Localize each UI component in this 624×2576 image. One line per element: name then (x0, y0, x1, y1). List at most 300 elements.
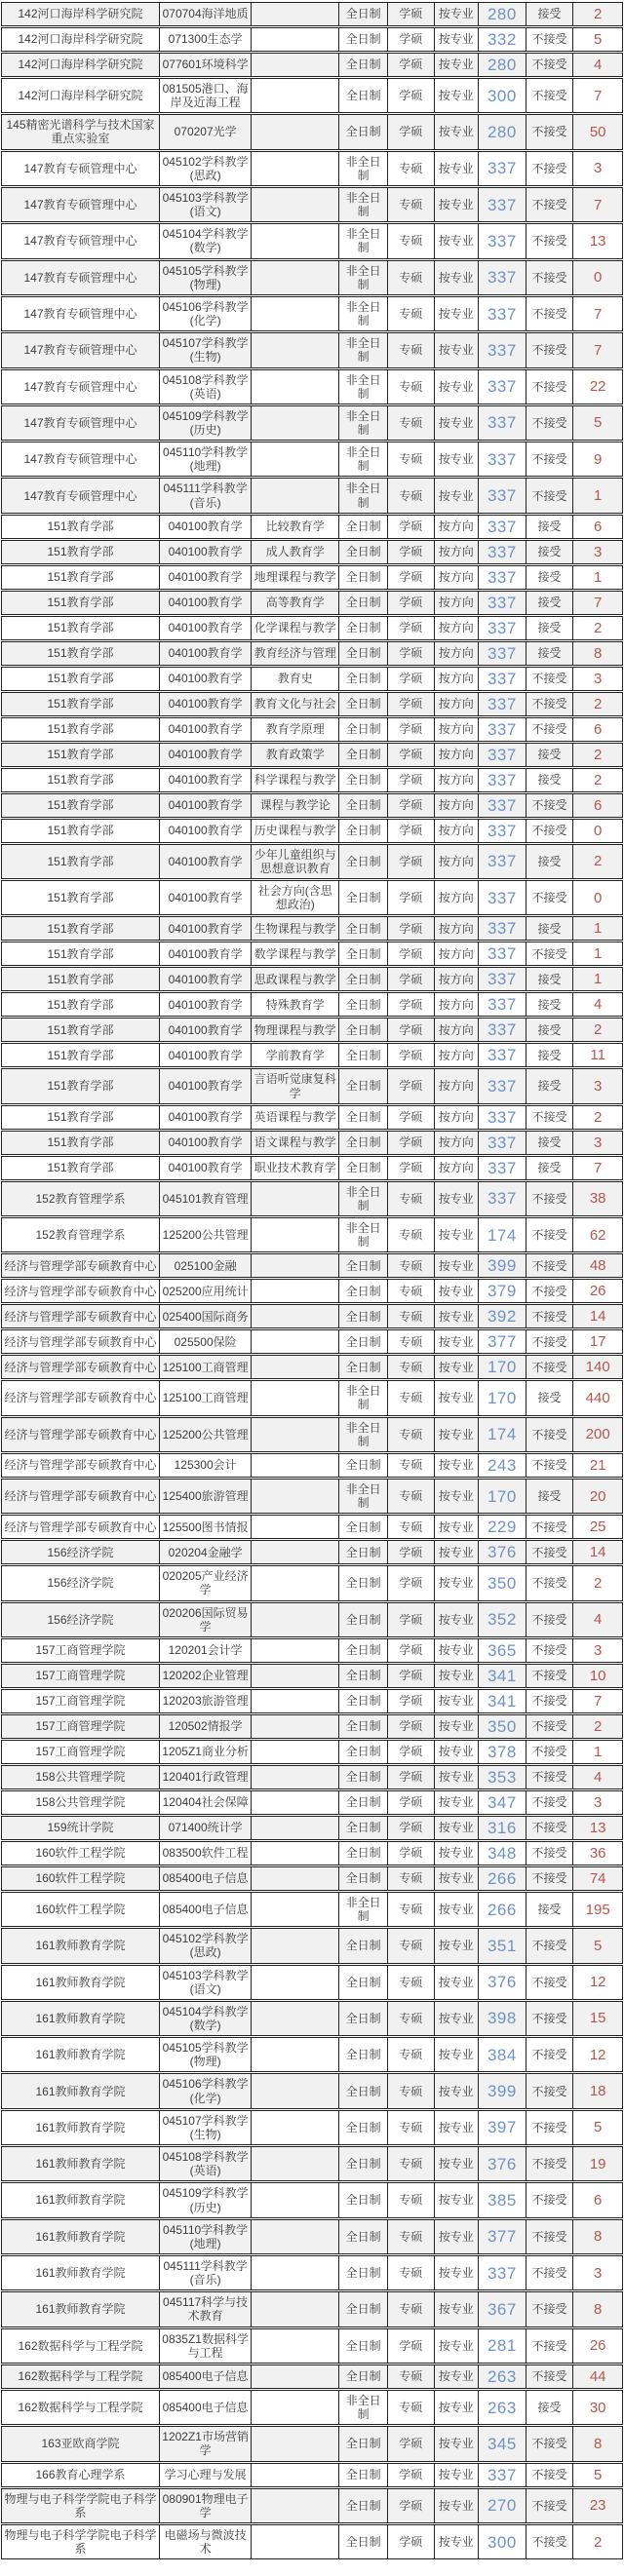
quota-count-cell: 6 (572, 717, 623, 742)
table-row (1, 2037, 623, 2072)
table-row (1, 1928, 623, 1963)
research-direction-cell (251, 2390, 338, 2425)
table-row (1, 819, 623, 843)
score-line-cell: 345 (478, 2426, 526, 2461)
table-row (1, 442, 623, 477)
program-cell: 040100教育学 (159, 844, 251, 879)
research-direction-cell (251, 1928, 338, 1963)
quota-count-cell: 3 (572, 1790, 623, 1815)
research-direction-cell (251, 1965, 338, 2000)
accept-status-cell: 不接受 (526, 2001, 573, 2036)
program-cell: 071400统计学 (159, 1816, 251, 1840)
study-mode-cell: 全日制 (338, 2001, 387, 2036)
score-line-cell: 337 (478, 2255, 526, 2290)
college-cell: 经济与管理学部专硕教育中心 (1, 1253, 159, 1278)
table-row (1, 2328, 623, 2364)
quota-count-cell: 3 (572, 667, 623, 691)
accept-status-cell: 不接受 (526, 260, 573, 295)
research-direction-cell (251, 223, 338, 258)
score-line-cell: 377 (478, 1329, 526, 1354)
accept-status-cell: 不接受 (526, 1765, 573, 1789)
table-row (1, 1355, 623, 1379)
study-mode-cell: 非全日制 (338, 478, 387, 513)
study-mode-cell: 全日制 (338, 967, 387, 991)
table-row (1, 1018, 623, 1042)
table-row (1, 692, 623, 716)
table-row (1, 1714, 623, 1739)
degree-type-cell: 专硕 (387, 2037, 434, 2072)
study-mode-cell: 全日制 (338, 1790, 387, 1815)
research-direction-cell (251, 1565, 338, 1600)
study-mode-cell: 非全日制 (338, 1181, 387, 1216)
table-row (1, 1304, 623, 1328)
college-cell: 156经济学院 (1, 1602, 159, 1637)
accept-status-cell: 不接受 (526, 2365, 573, 2389)
research-direction-cell: 课程与教学论 (251, 793, 338, 818)
program-cell: 025400国际商务 (159, 1304, 251, 1328)
accept-status-cell: 不接受 (526, 1417, 573, 1452)
degree-type-cell: 专硕 (387, 442, 434, 477)
table-row (1, 2291, 623, 2326)
study-mode-cell: 全日制 (338, 1131, 387, 1155)
accept-status-cell: 不接受 (526, 2426, 573, 2461)
accept-status-cell: 接受 (526, 1156, 573, 1180)
program-cell: 040100教育学 (159, 1156, 251, 1180)
accept-status-cell: 接受 (526, 1892, 573, 1927)
study-mode-cell: 非全日制 (338, 1892, 387, 1927)
program-cell: 040100教育学 (159, 667, 251, 691)
score-line-cell: 337 (478, 540, 526, 564)
college-cell: 161教师教育学院 (1, 2073, 159, 2108)
study-mode-cell: 全日制 (338, 53, 387, 77)
research-direction-cell (251, 27, 338, 52)
quota-count-cell: 7 (572, 187, 623, 222)
degree-type-cell: 专硕 (387, 1479, 434, 1514)
accept-status-cell: 不接受 (526, 1253, 573, 1278)
table-row (1, 1765, 623, 1789)
accept-status-cell: 接受 (526, 768, 573, 792)
college-cell: 147教育专硕管理中心 (1, 332, 159, 367)
quota-count-cell: 1 (572, 565, 623, 590)
quota-count-cell: 7 (572, 296, 623, 331)
college-cell: 151教育学部 (1, 844, 159, 879)
accept-status-cell: 接受 (526, 616, 573, 640)
study-mode-cell: 非全日制 (338, 223, 387, 258)
program-cell: 120404社会保障 (159, 1790, 251, 1815)
study-mode-cell: 全日制 (338, 1453, 387, 1478)
program-cell: 020206国际贸易学 (159, 1602, 251, 1637)
ranking-basis-cell: 按专业 (434, 2146, 479, 2181)
quota-count-cell: 2 (572, 1714, 623, 1739)
college-cell: 163亚欧商学院 (1, 2426, 159, 2461)
research-direction-cell: 生物课程与教学 (251, 916, 338, 941)
research-direction-cell (251, 296, 338, 331)
accept-status-cell: 接受 (526, 641, 573, 666)
study-mode-cell: 非全日制 (338, 187, 387, 222)
ranking-basis-cell: 按专业 (434, 2524, 479, 2559)
accept-status-cell: 接受 (526, 565, 573, 590)
accept-status-cell: 不接受 (526, 2463, 573, 2487)
score-line-cell: 337 (478, 591, 526, 615)
program-cell: 025100金融 (159, 1253, 251, 1278)
college-cell: 160软件工程学院 (1, 1866, 159, 1891)
degree-type-cell: 学硕 (387, 2426, 434, 2461)
research-direction-cell (251, 2073, 338, 2108)
accept-status-cell: 接受 (526, 1479, 573, 1514)
college-cell: 157工商管理学院 (1, 1740, 159, 1764)
study-mode-cell: 全日制 (338, 2255, 387, 2290)
research-direction-cell: 特殊教育学 (251, 992, 338, 1017)
program-cell: 040100教育学 (159, 1043, 251, 1067)
degree-type-cell: 学硕 (387, 717, 434, 742)
score-line-cell: 337 (478, 369, 526, 404)
ranking-basis-cell: 按专业 (434, 2463, 479, 2487)
degree-type-cell: 专硕 (387, 2073, 434, 2108)
study-mode-cell: 全日制 (338, 743, 387, 767)
quota-count-cell: 19 (572, 2146, 623, 2181)
degree-type-cell: 专硕 (387, 1355, 434, 1379)
table-row (1, 2426, 623, 2461)
degree-type-cell: 学硕 (387, 1664, 434, 1688)
research-direction-cell: 思政课程与教学 (251, 967, 338, 991)
score-line-cell: 280 (478, 114, 526, 149)
accept-status-cell: 接受 (526, 1043, 573, 1067)
college-cell: 147教育专硕管理中心 (1, 187, 159, 222)
study-mode-cell: 全日制 (338, 692, 387, 716)
program-cell: 040100教育学 (159, 1068, 251, 1103)
program-cell: 077601环境科学 (159, 53, 251, 77)
table-row (1, 2463, 623, 2487)
research-direction-cell: 高等教育学 (251, 591, 338, 615)
score-line-cell: 337 (478, 942, 526, 966)
ranking-basis-cell: 按专业 (434, 1664, 479, 1688)
ranking-basis-cell: 按专业 (434, 369, 479, 404)
score-line-cell: 300 (478, 78, 526, 113)
quota-count-cell: 9 (572, 442, 623, 477)
quota-count-cell: 3 (572, 1638, 623, 1663)
study-mode-cell: 全日制 (338, 515, 387, 539)
college-cell: 147教育专硕管理中心 (1, 296, 159, 331)
college-cell: 151教育学部 (1, 819, 159, 843)
degree-type-cell: 学硕 (387, 565, 434, 590)
ranking-basis-cell: 按专业 (434, 1714, 479, 1739)
accept-status-cell: 不接受 (526, 1217, 573, 1252)
accept-status-cell: 不接受 (526, 2524, 573, 2559)
quota-count-cell: 0 (572, 260, 623, 295)
degree-type-cell: 学硕 (387, 743, 434, 767)
score-line-cell: 376 (478, 2146, 526, 2181)
college-cell: 152教育管理学系 (1, 1217, 159, 1252)
college-cell: 161教师教育学院 (1, 2219, 159, 2254)
research-direction-cell (251, 1380, 338, 1415)
study-mode-cell: 全日制 (338, 2291, 387, 2326)
table-row (1, 1380, 623, 1415)
table-row (1, 114, 623, 149)
table-row (1, 1565, 623, 1600)
score-line-cell: 365 (478, 1638, 526, 1663)
program-cell: 045104学科教学(数学) (159, 223, 251, 258)
program-cell: 125200公共管理 (159, 1417, 251, 1452)
accept-status-cell: 不接受 (526, 1540, 573, 1564)
accept-status-cell: 不接受 (526, 2255, 573, 2290)
accept-status-cell: 不接受 (526, 717, 573, 742)
college-cell: 147教育专硕管理中心 (1, 405, 159, 441)
degree-type-cell: 学硕 (387, 2328, 434, 2364)
accept-status-cell: 不接受 (526, 1279, 573, 1303)
degree-type-cell: 学硕 (387, 1068, 434, 1103)
ranking-basis-cell: 按专业 (434, 1866, 479, 1891)
study-mode-cell: 全日制 (338, 1515, 387, 1539)
college-cell: 151教育学部 (1, 967, 159, 991)
research-direction-cell (251, 1253, 338, 1278)
accept-status-cell: 不接受 (526, 2110, 573, 2145)
ranking-basis-cell: 按专业 (434, 2426, 479, 2461)
study-mode-cell: 非全日制 (338, 405, 387, 441)
ranking-basis-cell: 按方向 (434, 793, 479, 818)
quota-count-cell: 1 (572, 967, 623, 991)
ranking-basis-cell: 按方向 (434, 768, 479, 792)
quota-count-cell: 5 (572, 1928, 623, 1963)
college-cell: 147教育专硕管理中心 (1, 223, 159, 258)
study-mode-cell: 全日制 (338, 540, 387, 564)
quota-count-cell: 3 (572, 151, 623, 186)
research-direction-cell: 职业技术教育学 (251, 1156, 338, 1180)
ranking-basis-cell: 按专业 (434, 1892, 479, 1927)
score-line-cell: 337 (478, 565, 526, 590)
ranking-basis-cell: 按方向 (434, 1068, 479, 1103)
ranking-basis-cell: 按方向 (434, 967, 479, 991)
research-direction-cell (251, 2110, 338, 2145)
program-cell: 071300生态学 (159, 27, 251, 52)
score-line-cell: 337 (478, 967, 526, 991)
research-direction-cell (251, 1329, 338, 1354)
study-mode-cell: 全日制 (338, 2073, 387, 2108)
ranking-basis-cell: 按方向 (434, 1156, 479, 1180)
college-cell: 152教育管理学系 (1, 1181, 159, 1216)
quota-count-cell: 26 (572, 2328, 623, 2364)
table-row (1, 1156, 623, 1180)
college-cell: 162数据科学与工程学院 (1, 2390, 159, 2425)
quota-count-cell: 6 (572, 2182, 623, 2217)
research-direction-cell (251, 2291, 338, 2326)
ranking-basis-cell: 按专业 (434, 78, 479, 113)
ranking-basis-cell: 按专业 (434, 2110, 479, 2145)
score-line-cell: 352 (478, 1602, 526, 1637)
score-line-cell: 337 (478, 667, 526, 691)
study-mode-cell: 全日制 (338, 1105, 387, 1130)
ranking-basis-cell: 按专业 (434, 1928, 479, 1963)
table-row (1, 942, 623, 966)
accept-status-cell: 不接受 (526, 223, 573, 258)
research-direction-cell (251, 2524, 338, 2559)
study-mode-cell: 非全日制 (338, 296, 387, 331)
research-direction-cell (251, 1892, 338, 1927)
table-row (1, 565, 623, 590)
accept-status-cell: 不接受 (526, 880, 573, 915)
ranking-basis-cell: 按方向 (434, 880, 479, 915)
score-line-cell: 174 (478, 1217, 526, 1252)
program-cell: 125500图书情报 (159, 1515, 251, 1539)
research-direction-cell (251, 478, 338, 513)
table-row (1, 1131, 623, 1155)
college-cell: 157工商管理学院 (1, 1689, 159, 1713)
college-cell: 157工商管理学院 (1, 1638, 159, 1663)
college-cell: 151教育学部 (1, 916, 159, 941)
research-direction-cell: 科学课程与教学 (251, 768, 338, 792)
quota-count-cell: 12 (572, 1965, 623, 2000)
research-direction-cell (251, 1816, 338, 1840)
table-row (1, 1892, 623, 1927)
study-mode-cell: 全日制 (338, 1841, 387, 1865)
program-cell: 045103学科教学(语文) (159, 187, 251, 222)
degree-type-cell: 学硕 (387, 591, 434, 615)
study-mode-cell: 全日制 (338, 2463, 387, 2487)
score-line-cell: 170 (478, 1479, 526, 1514)
study-mode-cell: 全日制 (338, 793, 387, 818)
table-row (1, 405, 623, 441)
college-cell: 151教育学部 (1, 540, 159, 564)
table-row (1, 1453, 623, 1478)
program-cell: 040100教育学 (159, 1018, 251, 1042)
college-cell: 151教育学部 (1, 1131, 159, 1155)
college-cell: 151教育学部 (1, 616, 159, 640)
quota-count-cell: 20 (572, 1479, 623, 1514)
accept-status-cell: 不接受 (526, 405, 573, 441)
ranking-basis-cell: 按方向 (434, 692, 479, 716)
ranking-basis-cell: 按专业 (434, 1841, 479, 1865)
degree-type-cell: 专硕 (387, 2001, 434, 2036)
program-cell: 045106学科教学(化学) (159, 2073, 251, 2108)
accept-status-cell: 不接受 (526, 1181, 573, 1216)
program-cell: 070704海洋地质 (159, 2, 251, 26)
program-cell: 125400旅游管理 (159, 1479, 251, 1514)
college-cell: 160软件工程学院 (1, 1892, 159, 1927)
research-direction-cell (251, 1217, 338, 1252)
ranking-basis-cell: 按专业 (434, 405, 479, 441)
research-direction-cell: 成人教育学 (251, 540, 338, 564)
study-mode-cell: 全日制 (338, 768, 387, 792)
accept-status-cell: 不接受 (526, 1928, 573, 1963)
program-cell: 045102学科教学(思政) (159, 151, 251, 186)
quota-count-cell: 8 (572, 641, 623, 666)
quota-count-cell: 440 (572, 1380, 623, 1415)
accept-status-cell: 不接受 (526, 53, 573, 77)
degree-type-cell: 学硕 (387, 844, 434, 879)
quota-count-cell: 4 (572, 992, 623, 1017)
ranking-basis-cell: 按专业 (434, 2390, 479, 2425)
degree-type-cell: 学硕 (387, 616, 434, 640)
quota-count-cell: 44 (572, 2365, 623, 2389)
accept-status-cell: 不接受 (526, 2182, 573, 2217)
program-cell: 045104学科教学(数学) (159, 2001, 251, 2036)
study-mode-cell: 全日制 (338, 717, 387, 742)
table-row (1, 1279, 623, 1303)
table-row (1, 1816, 623, 1840)
accept-status-cell: 不接受 (526, 27, 573, 52)
program-cell: 080901物理电子学 (159, 2488, 251, 2523)
quota-count-cell: 2 (572, 692, 623, 716)
quota-count-cell: 10 (572, 1664, 623, 1688)
quota-count-cell: 7 (572, 1156, 623, 1180)
research-direction-cell (251, 2182, 338, 2217)
degree-type-cell: 学硕 (387, 967, 434, 991)
college-cell: 147教育专硕管理中心 (1, 442, 159, 477)
accept-status-cell: 不接受 (526, 442, 573, 477)
quota-count-cell: 11 (572, 1043, 623, 1067)
program-cell: 0835Z1数据科学与工程 (159, 2328, 251, 2364)
score-line-cell: 337 (478, 992, 526, 1017)
study-mode-cell: 全日制 (338, 992, 387, 1017)
college-cell: 147教育专硕管理中心 (1, 478, 159, 513)
college-cell: 经济与管理学部专硕教育中心 (1, 1304, 159, 1328)
study-mode-cell: 全日制 (338, 1565, 387, 1600)
degree-type-cell: 专硕 (387, 1892, 434, 1927)
college-cell: 物理与电子科学学院电子科学系 (1, 2524, 159, 2559)
college-cell: 151教育学部 (1, 1043, 159, 1067)
degree-type-cell: 学硕 (387, 1131, 434, 1155)
ranking-basis-cell: 按专业 (434, 114, 479, 149)
table-body (1, 2, 623, 2559)
table-row (1, 2390, 623, 2425)
ranking-basis-cell: 按专业 (434, 151, 479, 186)
degree-type-cell: 专硕 (387, 405, 434, 441)
ranking-basis-cell: 按方向 (434, 819, 479, 843)
study-mode-cell: 全日制 (338, 641, 387, 666)
program-cell: 025500保险 (159, 1329, 251, 1354)
ranking-basis-cell: 按专业 (434, 2255, 479, 2290)
degree-type-cell: 学硕 (387, 692, 434, 716)
program-cell: 040100教育学 (159, 942, 251, 966)
table-row (1, 641, 623, 666)
quota-count-cell: 7 (572, 332, 623, 367)
research-direction-cell (251, 1355, 338, 1379)
ranking-basis-cell: 按专业 (434, 1355, 479, 1379)
degree-type-cell: 学硕 (387, 1156, 434, 1180)
research-direction-cell (251, 187, 338, 222)
study-mode-cell: 全日制 (338, 916, 387, 941)
score-line-cell: 353 (478, 1765, 526, 1789)
college-cell: 151教育学部 (1, 992, 159, 1017)
table-row (1, 844, 623, 879)
program-cell: 045109学科教学(历史) (159, 405, 251, 441)
table-row (1, 967, 623, 991)
college-cell: 151教育学部 (1, 641, 159, 666)
quota-count-cell: 0 (572, 819, 623, 843)
study-mode-cell: 全日制 (338, 2, 387, 26)
program-cell: 040100教育学 (159, 880, 251, 915)
degree-type-cell: 学硕 (387, 768, 434, 792)
accept-status-cell: 不接受 (526, 2037, 573, 2072)
study-mode-cell: 非全日制 (338, 151, 387, 186)
research-direction-cell (251, 2488, 338, 2523)
college-cell: 151教育学部 (1, 1105, 159, 1130)
research-direction-cell (251, 1866, 338, 1891)
quota-count-cell: 21 (572, 1453, 623, 1478)
research-direction-cell (251, 2, 338, 26)
accept-status-cell: 不接受 (526, 1664, 573, 1688)
score-line-cell: 399 (478, 2073, 526, 2108)
score-line-cell: 337 (478, 1156, 526, 1180)
program-cell: 040100教育学 (159, 819, 251, 843)
college-cell: 161教师教育学院 (1, 2037, 159, 2072)
table-row (1, 187, 623, 222)
score-line-cell: 337 (478, 187, 526, 222)
ranking-basis-cell: 按方向 (434, 616, 479, 640)
study-mode-cell: 全日制 (338, 1714, 387, 1739)
accept-status-cell: 不接受 (526, 78, 573, 113)
degree-type-cell: 学硕 (387, 992, 434, 1017)
study-mode-cell: 全日制 (338, 1928, 387, 1963)
